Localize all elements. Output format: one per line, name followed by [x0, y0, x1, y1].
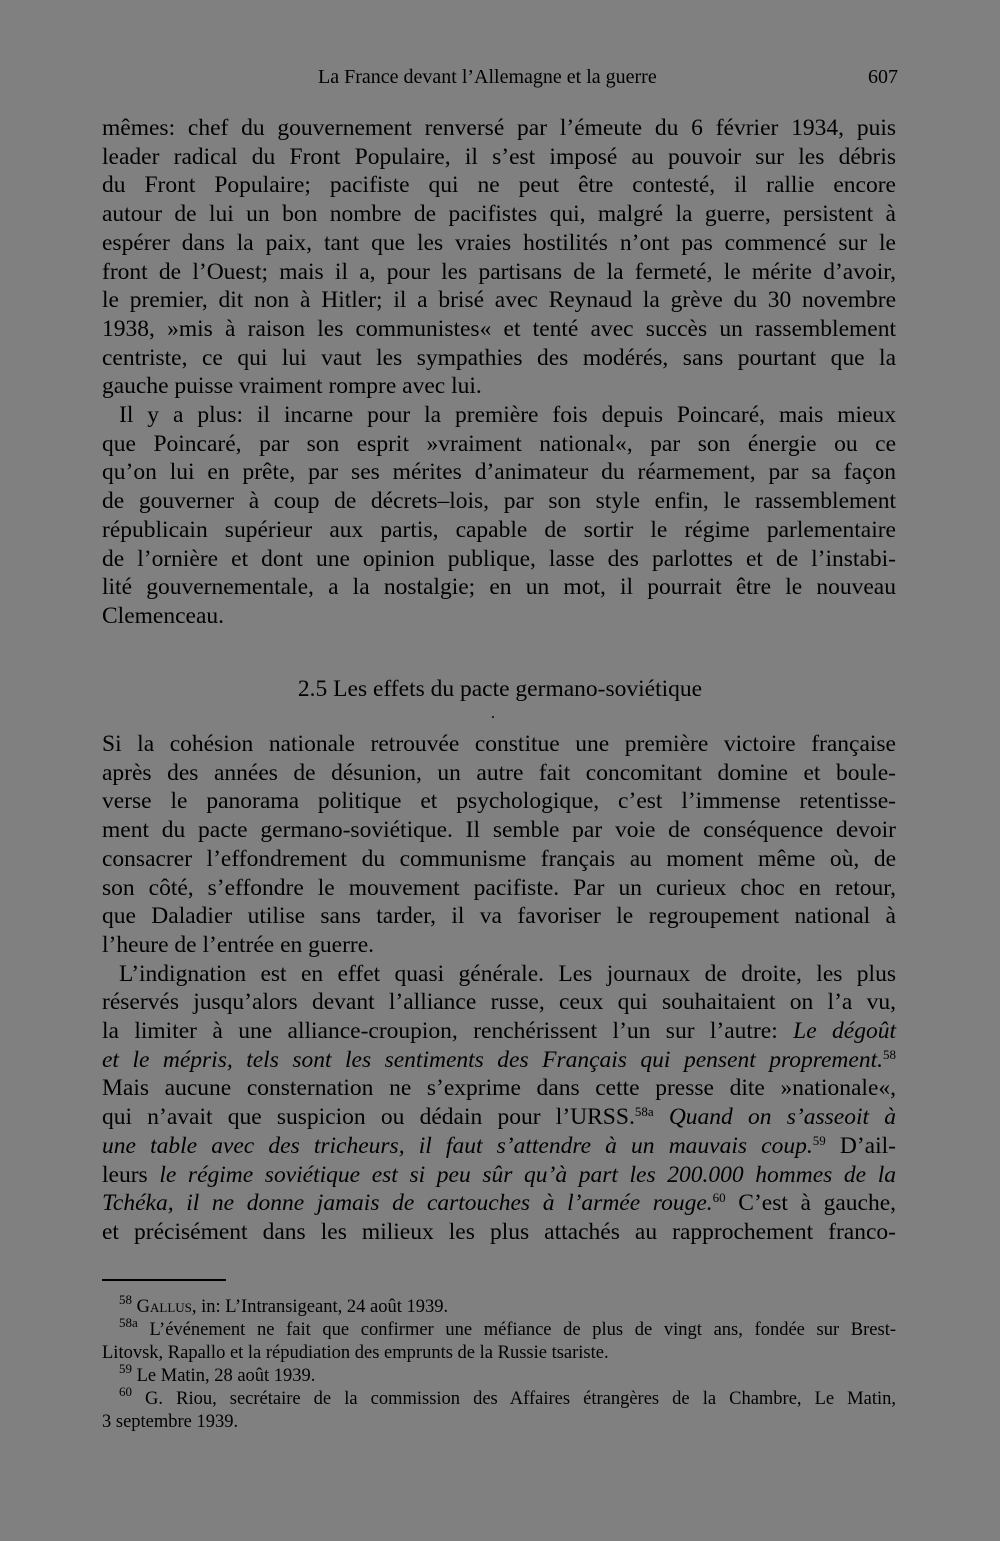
running-head [0, 62, 1000, 92]
paragraphs-block-2 [102, 730, 896, 1247]
footnote-author: Gallus [136, 1297, 192, 1317]
quotation-italic: Tchéka, il ne donne jamais de cartouches à l’armée rouge. [102, 1190, 713, 1217]
text-line: consacrer l’effondrement du communisme français au moment même où, de [102, 845, 896, 872]
section-heading: 2.5 Les effets du pacte germano-soviétique [297, 676, 703, 702]
text-line: centriste, ce qui lui vaut les sympathies des modérés, sans pourtant que la [102, 344, 896, 371]
text-line: gauche puisse vraiment rompre avec lui. [102, 373, 482, 400]
text-line: autour de lui un bon nombre de pacifistes qui, malgré la guerre, persistent à [102, 201, 896, 228]
footnote-marker: 58 [119, 1292, 132, 1307]
text-segment: qui n’avait que suspicion ou dédain pour l’URSS. [102, 1104, 635, 1131]
text-line: front de l’Ouest; mais il a, pour les partisans de la fermeté, le mérite d’avoir, [102, 258, 896, 285]
text-line: ment du pacte germano-soviétique. Il semble par voie de conséquence devoir [102, 817, 896, 844]
text-line: Clemenceau. [102, 602, 225, 629]
text-line: républicain supérieur aux partis, capable de sortir le régime parlementaire [102, 516, 896, 543]
footnote-58 [102, 1292, 896, 1319]
text-line [102, 1046, 896, 1075]
footnote-58a [102, 1315, 896, 1342]
text-line: L’indignation est en effet quasi générale. Les journaux de droite, les plus [119, 960, 896, 987]
text-line: et précisément dans les milieux les plus attachés au rapprochement franco- [102, 1218, 896, 1245]
footnote-marker: 60 [119, 1384, 132, 1399]
text-line: verse le panorama politique et psychologique, c’est l’immense retentisse- [102, 788, 896, 815]
footnote-ref[interactable]: 58 [883, 1046, 896, 1062]
quotation-italic: une table avec des tricheurs, il faut s’attendre à un mauvais coup. [102, 1132, 813, 1159]
text-line [102, 1017, 896, 1046]
print-speck [492, 716, 494, 718]
footnote-58a-cont: Litovsk, Rapallo et la répudiation des emprunts de la Russie tsariste. [102, 1343, 609, 1363]
quotation-italic: Le dégoût [793, 1018, 896, 1045]
footnote-marker: 59 [119, 1361, 132, 1376]
footnote-ref[interactable]: 60 [712, 1190, 726, 1206]
text-line: de l’ornière et dont une opinion publique, lasse des parlottes et de l’instabi- [102, 545, 896, 572]
footnote-ref[interactable]: 59 [812, 1132, 826, 1148]
footnotes [102, 1292, 896, 1434]
text-line: qu’on lui en prête, par ses mérites d’animateur du réarmement, par sa façon [102, 459, 896, 486]
text-line: mêmes: chef du gouvernement renversé par l’émeute du 6 février 1934, puis [102, 115, 896, 141]
text-line: lité gouvernementale, a la nostalgie; en un mot, il pourrait être le nouveau [102, 574, 896, 601]
text-line [102, 1132, 896, 1161]
running-title: La France devant l’Allemagne et la guerre [318, 66, 657, 88]
text-line: que Daladier utilise sans tarder, il va favoriser le regroupement national à [102, 903, 896, 930]
footnote-60-cont: 3 septembre 1939. [102, 1412, 239, 1432]
text-segment: la limiter à une alliance-croupion, renchérissent l’un sur l’autre: [102, 1018, 794, 1045]
text-line [102, 1161, 896, 1190]
text-line: l’heure de l’entrée en guerre. [102, 931, 375, 958]
footnote-60 [102, 1384, 896, 1411]
text-line: que Poincaré, par son esprit »vraiment national«, par son énergie ou ce [102, 430, 896, 457]
text-segment: D’ail- [825, 1132, 896, 1159]
footnote-ref[interactable]: 58a [634, 1104, 654, 1120]
text-line: Mais aucune consternation ne s’exprime dans cette presse dite »nationale«, [102, 1075, 896, 1102]
text-line [102, 1189, 896, 1218]
footnote-text: G. Riou, secrétaire de la commission des Affaires étrangères de la Chambre, Le Matin, [132, 1389, 896, 1409]
footnote-text: , in: L’Intransigeant, 24 août 1939. [191, 1297, 449, 1317]
text-line: après des années de désunion, un autre fait concomitant domine et boule- [102, 759, 896, 786]
text-line [102, 1103, 896, 1132]
text-line: réservés jusqu’alors devant l’alliance russe, ceux qui souhaitaient on l’a vu, [102, 989, 896, 1016]
text-line: Si la cohésion nationale retrouvée constitue une première victoire française [102, 731, 896, 757]
paragraphs-block-1 [102, 114, 896, 631]
text-line: leader radical du Front Populaire, il s’est imposé au pouvoir sur les débris [102, 143, 896, 170]
footnote-text: L’événement ne fait que confirmer une méfiance de plus de vingt ans, fondée sur Brest- [137, 1320, 896, 1340]
quotation-italic: et le mépris, tels sont les sentiments des Français qui pensent proprement. [102, 1046, 883, 1073]
quotation-italic: le régime soviétique est si peu sûr qu’à part les 200.000 hommes de la [159, 1161, 897, 1188]
text-line: Il y a plus: il incarne pour la première fois depuis Poincaré, mais mieux [119, 402, 896, 429]
text-line: son côté, s’effondre le mouvement pacifiste. Par un curieux choc en retour, [102, 874, 896, 901]
footnote-marker: 58a [119, 1315, 138, 1330]
quotation-italic: Quand on s’asseoit à [653, 1104, 896, 1131]
page-number: 607 [868, 66, 898, 88]
text-line: du Front Populaire; pacifiste qui ne peut être contesté, il rallie encore [102, 172, 896, 199]
footnote-text: Le Matin, 28 août 1939. [132, 1366, 316, 1386]
footnote-59 [102, 1361, 896, 1388]
text-line: de gouverner à coup de décrets–lois, par son style enfin, le rassemblement [102, 488, 896, 515]
text-segment: leurs [102, 1161, 160, 1188]
text-segment: C’est à gauche, [725, 1190, 897, 1217]
text-line: espérer dans la paix, tant que les vraies hostilités n’ont pas commencé sur le [102, 229, 896, 256]
text-line: 1938, »mis à raison les communistes« et tenté avec succès un rassemblement [102, 315, 896, 342]
text-line: le premier, dit non à Hitler; il a brisé avec Reynaud la grève du 30 novembre [102, 287, 896, 314]
footnote-separator [102, 1279, 226, 1281]
